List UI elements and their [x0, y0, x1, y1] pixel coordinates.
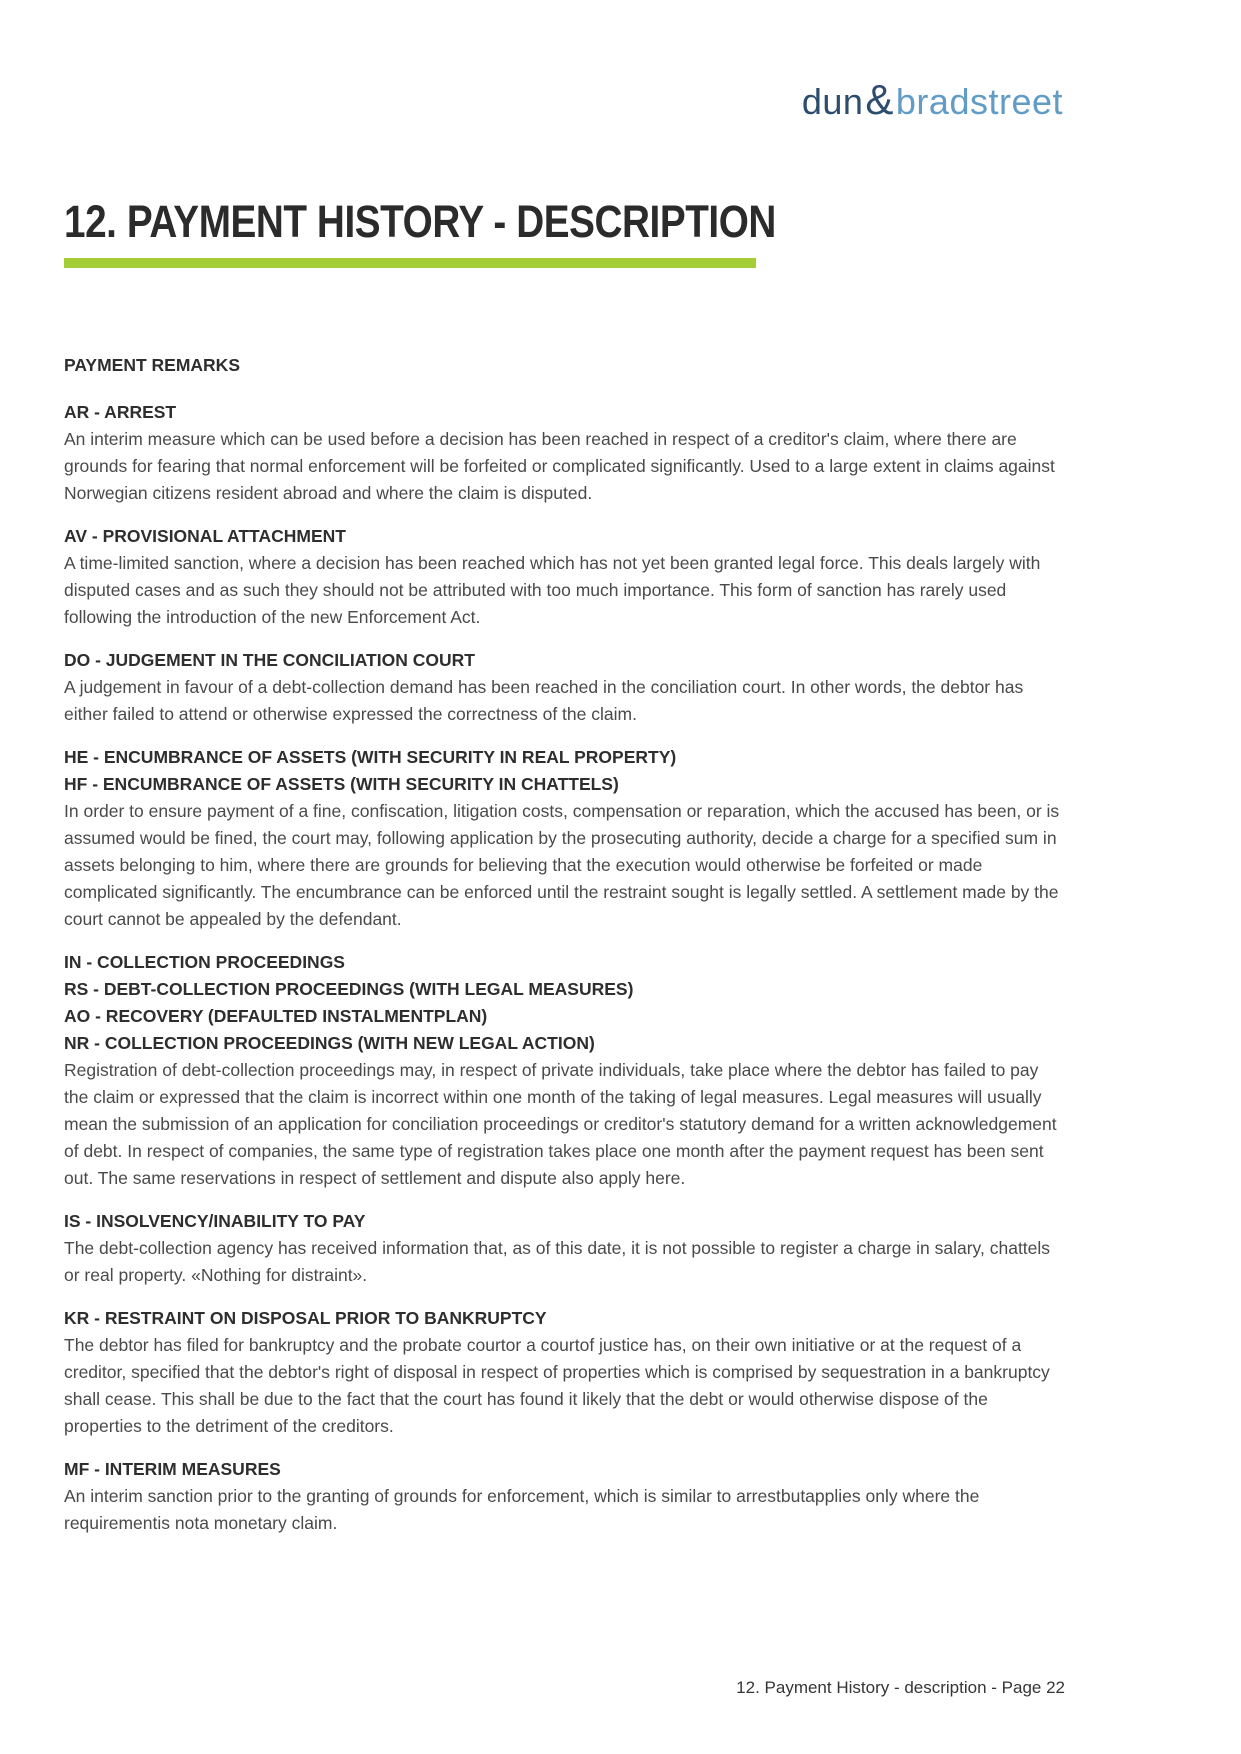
section-body: Registration of debt-collection proceedings may, in respect of private individuals, take place where the debtor has failed to pay the claim or expressed that the claim is incorrect within one month of the taking of legal measures. Legal measures will usually mean the submission of an application for conciliation proceedings or creditor's statutory demand for a written acknowledgement of debt. In respect of companies, the same type of registration takes place one month after the payment request has been sent out. The same reservations in respect of settlement and dispute also apply here.	[64, 1060, 1057, 1188]
section-av-provisional-attachment	[64, 523, 1067, 631]
section-body: An interim sanction prior to the granting of grounds for enforcement, which is similar to arrestbutapplies only where the requirementis nota monetary claim.	[64, 1486, 980, 1533]
section-heading: AO - RECOVERY (DEFAULTED INSTALMENTPLAN)	[64, 1006, 488, 1026]
dun-bradstreet-logo	[802, 76, 1063, 124]
section-heading: DO - JUDGEMENT IN THE CONCILIATION COURT	[64, 650, 475, 670]
section-body: A judgement in favour of a debt-collection demand has been reached in the conciliation court. In other words, the debtor has either failed to attend or otherwise expressed the correctness of the claim.	[64, 677, 1024, 724]
section-body: A time-limited sanction, where a decision has been reached which has not yet been granted legal force. This deals largely with disputed cases and as such they should not be attributed with too much importance. This form of sanction has rarely used following the introduction of the new Enforcement Act.	[64, 553, 1041, 627]
section-heading: IS - INSOLVENCY/INABILITY TO PAY	[64, 1211, 366, 1231]
section-heading: NR - COLLECTION PROCEEDINGS (WITH NEW LEGAL ACTION)	[64, 1033, 595, 1053]
section-do-judgement-conciliation-court	[64, 647, 1067, 728]
document-body	[64, 352, 1067, 1553]
logo-text-bradstreet: bradstreet	[895, 81, 1063, 122]
section-heading: HE - ENCUMBRANCE OF ASSETS (WITH SECURITY IN REAL PROPERTY)	[64, 747, 677, 767]
page-title: 12. PAYMENT HISTORY - DESCRIPTION	[64, 196, 776, 248]
section-kr-restraint-on-disposal	[64, 1305, 1067, 1440]
section-heading: RS - DEBT-COLLECTION PROCEEDINGS (WITH LEGAL MEASURES)	[64, 979, 634, 999]
logo-text-dun: dun	[801, 81, 864, 122]
section-is-insolvency	[64, 1208, 1067, 1289]
section-heading: IN - COLLECTION PROCEEDINGS	[64, 952, 345, 972]
section-body: The debtor has filed for bankruptcy and the probate courtor a courtof justice has, on their own initiative or at the request of a creditor, specified that the debtor's right of disposal in respect of properties which is comprised by sequestration in a bankruptcy shall cease. This shall be due to the fact that the court has found it likely that the debt or would otherwise dispose of the properties to the detriment of the creditors.	[64, 1335, 1050, 1436]
section-heading: KR - RESTRAINT ON DISPOSAL PRIOR TO BANKRUPTCY	[64, 1308, 547, 1328]
payment-remarks-heading: PAYMENT REMARKS	[64, 355, 240, 375]
section-heading: MF - INTERIM MEASURES	[64, 1459, 281, 1479]
page-footer: 12. Payment History - description - Page 22	[736, 1678, 1065, 1697]
section-mf-interim-measures	[64, 1456, 1067, 1537]
section-body: The debt-collection agency has received information that, as of this date, it is not possible to register a charge in salary, chattels or real property. «Nothing for distraint».	[64, 1238, 1051, 1285]
section-heading: AV - PROVISIONAL ATTACHMENT	[64, 526, 346, 546]
title-accent-bar	[64, 258, 756, 268]
section-ar-arrest	[64, 399, 1067, 507]
section-body: An interim measure which can be used before a decision has been reached in respect of a creditor's claim, where there are grounds for fearing that normal enforcement will be forfeited or complicated significantly. Used to a large extent in claims against Norwegian citizens resident abroad and where the claim is disputed.	[64, 429, 1055, 503]
section-body: In order to ensure payment of a fine, confiscation, litigation costs, compensation or reparation, which the accused has been, or is assumed would be fined, the court may, following application by the prosecuting authority, decide a charge for a specified sum in assets belonging to him, where there are grounds for believing that the execution would otherwise be forfeited or made complicated significantly. The encumbrance can be enforced until the restraint sought is legally settled. A settlement made by the court cannot be appealed by the defendant.	[64, 801, 1060, 929]
section-in-rs-ao-nr-collection-proceedings	[64, 949, 1067, 1192]
section-heading: HF - ENCUMBRANCE OF ASSETS (WITH SECURITY IN CHATTELS)	[64, 774, 619, 794]
section-heading: AR - ARREST	[64, 402, 177, 422]
logo-ampersand-icon: &	[865, 76, 894, 123]
section-he-hf-encumbrance	[64, 744, 1067, 933]
